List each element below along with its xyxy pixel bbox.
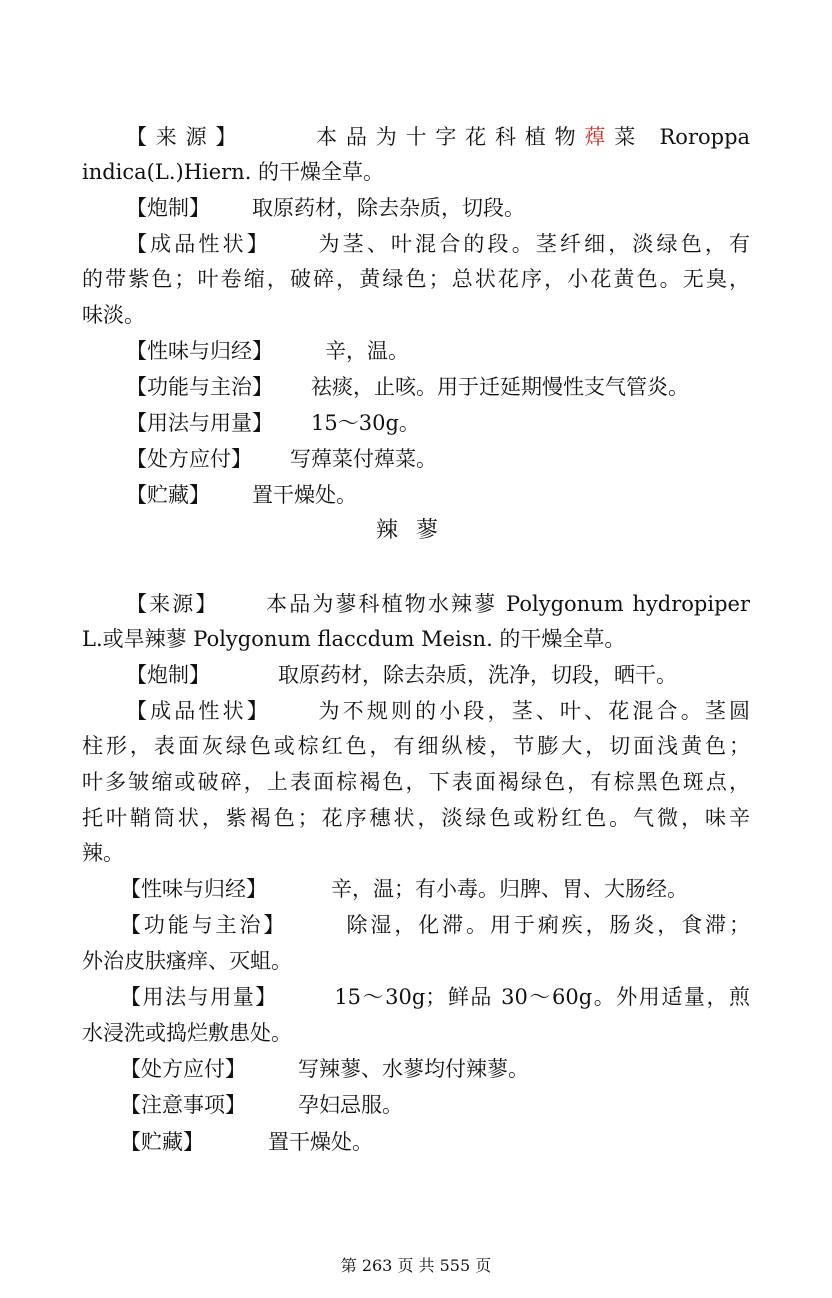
entry2-source-line2: L.或旱辣蓼 Polygonum flaccdum Meisn. 的干燥全草。 <box>82 627 626 651</box>
entry2-traits-label: 【成品性状】 <box>126 699 271 723</box>
entry1-source-label: 【来源】 <box>126 125 246 149</box>
entry1-source-text-b: 菜 <box>614 125 644 149</box>
entry1-traits-line1 <box>126 229 750 259</box>
entry2-traits-line4: 托叶鞘筒状，紫褐色；花序穗状，淡绿色或粉红色。气微，味辛 <box>82 806 750 830</box>
entry2-rx-line <box>120 1054 750 1084</box>
entry1-func-label: 【功能与主治】 <box>126 375 273 399</box>
entry1-source-text-a: 本品为十字花科植物 <box>316 125 585 149</box>
entry1-dose-text: 15～30g。 <box>311 411 420 435</box>
entry2-source-label: 【来源】 <box>126 592 219 616</box>
entry1-source-latin: Roroppa <box>659 125 750 149</box>
entry2-caution-label: 【注意事项】 <box>120 1093 246 1117</box>
entry1-rx-text: 写蔊菜付蔊菜。 <box>290 447 437 471</box>
entry2-func-line1 <box>120 910 750 940</box>
entry2-prep-label: 【炮制】 <box>126 663 210 687</box>
entry2-dose-line2: 水浸洗或捣烂敷患处。 <box>82 1021 292 1045</box>
entry1-store-text: 置干燥处。 <box>252 483 357 507</box>
entry2-taste-text: 辛，温；有小毒。归脾、胃、大肠经。 <box>331 877 688 901</box>
entry2-func-line2: 外治皮肤瘙痒、灭蛆。 <box>82 949 292 973</box>
entry1-rx-line <box>126 444 750 474</box>
entry1-rx-label: 【处方应付】 <box>126 447 252 471</box>
entry2-traits-line5: 辣。 <box>82 841 124 865</box>
entry2-store-text: 置干燥处。 <box>268 1130 373 1154</box>
entry2-taste-line <box>120 874 750 904</box>
entry2-rx-label: 【处方应付】 <box>120 1057 246 1081</box>
entry1-source-highlight: 蔊 <box>584 125 615 149</box>
entry2-prep-text: 取原药材，除去杂质，洗净，切段，晒干。 <box>278 663 677 687</box>
entry1-prep-text: 取原药材，除去杂质，切段。 <box>252 196 525 220</box>
entry2-rx-text: 写辣蓼、水蓼均付辣蓼。 <box>298 1057 529 1081</box>
entry2-caution-line <box>120 1090 750 1120</box>
entry2-store-label: 【贮藏】 <box>120 1130 204 1154</box>
entry2-source-text1: 本品为蓼科植物水辣蓼 Polygonum hydropiper <box>266 592 750 616</box>
entry1-traits-line2: 的带紫色；叶卷缩，破碎，黄绿色；总状花序，小花黄色。无臭， <box>82 267 750 291</box>
entry1-dose-label: 【用法与用量】 <box>126 411 273 435</box>
entry2-caution-text: 孕妇忌服。 <box>298 1093 403 1117</box>
entry1-func-line <box>126 372 750 402</box>
entry1-dose-line <box>126 408 750 438</box>
entry2-traits-line2: 柱形，表面灰绿色或棕红色，有细纵棱，节膨大，切面浅黄色； <box>82 734 750 758</box>
entry2-dose-label: 【用法与用量】 <box>120 985 278 1009</box>
entry2-func-label: 【功能与主治】 <box>120 913 288 937</box>
entry1-prep-line <box>126 193 750 223</box>
entry2-prep-line <box>126 660 750 690</box>
entry2-title: 辣蓼 <box>375 518 456 543</box>
entry2-traits-line1 <box>126 696 750 726</box>
entry2-store-line <box>120 1127 750 1157</box>
entry1-taste-text: 辛，温。 <box>325 339 409 363</box>
entry1-source-line1 <box>126 122 750 152</box>
entry1-traits-label: 【成品性状】 <box>126 232 271 256</box>
entry1-traits-line3: 味淡。 <box>82 303 145 327</box>
entry2-func-text1: 除湿，化滞。用于痢疾，肠炎，食滞； <box>346 913 750 937</box>
entry2-source-line1 <box>126 589 750 619</box>
entry1-traits-text1: 为茎、叶混合的段。茎纤细，淡绿色，有 <box>318 232 750 256</box>
entry1-store-line <box>126 480 750 510</box>
entry1-prep-label: 【炮制】 <box>126 196 210 220</box>
entry1-taste-label: 【性味与归经】 <box>126 339 273 363</box>
entry2-traits-text1: 为不规则的小段，茎、叶、花混合。茎圆 <box>318 699 750 723</box>
page-number-footer: 第 263 页 共 555 页 <box>340 1256 492 1275</box>
entry2-dose-text1: 15～30g；鲜品 30～60g。外用适量，煎 <box>334 985 750 1009</box>
entry1-store-label: 【贮藏】 <box>126 483 210 507</box>
entry2-traits-line3: 叶多皱缩或破碎，上表面棕褐色，下表面褐绿色，有棕黑色斑点， <box>82 770 750 794</box>
entry1-source-line2: indica(L.)Hiern. 的干燥全草。 <box>82 160 385 184</box>
entry2-taste-label: 【性味与归经】 <box>120 877 267 901</box>
entry1-taste-line <box>126 336 750 366</box>
entry2-dose-line1 <box>120 982 750 1012</box>
entry1-func-text: 祛痰，止咳。用于迁延期慢性支气管炎。 <box>311 375 689 399</box>
